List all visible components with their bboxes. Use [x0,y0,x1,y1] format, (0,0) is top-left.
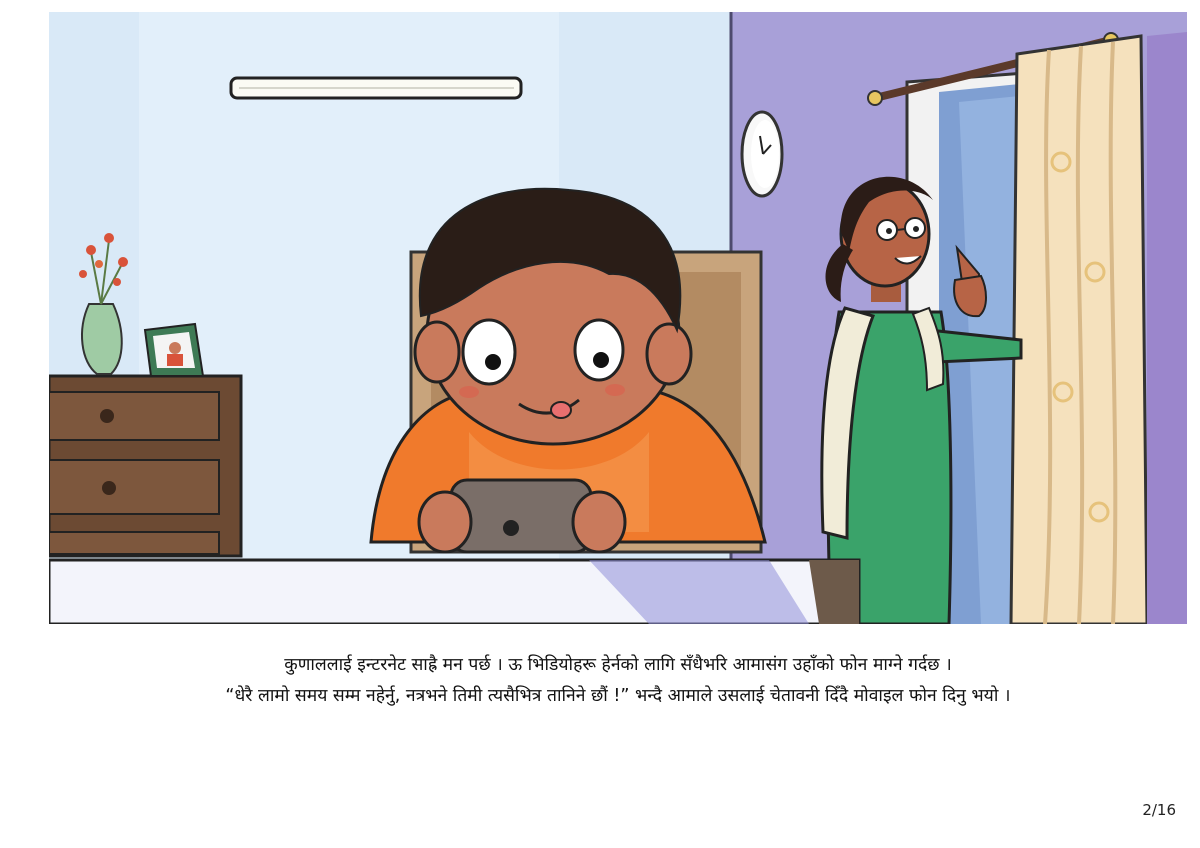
page-number: 2/16 [1142,801,1176,819]
curtain [1011,32,1187,624]
story-caption [49,650,1187,712]
story-illustration [49,12,1187,624]
wall-clock [742,112,782,196]
photo-frame [145,324,203,376]
table [49,560,859,624]
caption-line-2: “धेरै लामो समय सम्म नहेर्नु, नत्रभने तिमी त्यसैभित्र तानिने छौं !” भन्दै आमाले उसलाई चेतावनी दिँदै मोवाइल फोन दिनु भयो । [225,686,1011,706]
caption-line-1: कुणाललाई इन्टरनेट साह्रै मन पर्छ । ऊ भिडियोहरू हेर्नको लागि सँधैभरि आमासंग उहाँको फोन माग्ने गर्दछ । [284,655,952,675]
dresser [49,376,241,556]
ceiling-light [231,78,521,98]
